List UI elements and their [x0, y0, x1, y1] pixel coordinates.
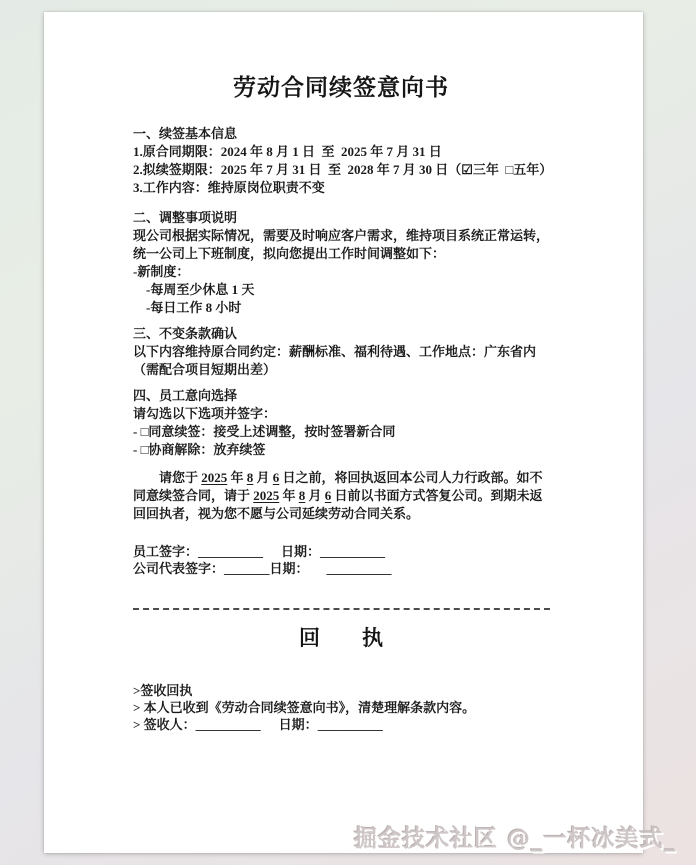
employee-date-label: 日期：	[281, 544, 321, 559]
document-page	[44, 12, 643, 853]
return-notice-paragraph	[133, 469, 549, 523]
choice-intro: 请勾选以下选项并签字：	[133, 406, 277, 421]
notice-date-year2: 2025	[253, 488, 280, 503]
receipt-title: 回 执	[299, 626, 383, 650]
notice-date-day: 6	[272, 470, 280, 485]
company-signature-row	[133, 560, 549, 577]
notice-text: 月	[305, 488, 325, 503]
option-agree-renewal: - □同意续签：接受上述调整，按时签署新合同	[133, 424, 396, 439]
company-signature-label: 公司代表签字：	[133, 561, 225, 576]
employee-signature-label: 员工签字：	[133, 544, 199, 559]
option-terminate: - □协商解除：放弃续签	[133, 442, 266, 457]
receipt-heading: >签收回执	[133, 683, 193, 698]
receipt-sign-label: > 签收人：	[133, 717, 196, 732]
signature-block	[133, 543, 549, 577]
section-adjustments	[133, 209, 549, 317]
notice-date-year: 2025	[201, 470, 228, 485]
receipt-block	[133, 682, 549, 733]
employee-date-blank: __________	[320, 544, 386, 559]
renewal-term-line: 2.拟续签期限：2025 年 7 月 31 日 至 2028 年 7 月 30 日（☑三年 □五年）	[133, 162, 553, 177]
receipt-date-label: 日期：	[278, 717, 318, 732]
notice-text: 年	[279, 488, 299, 503]
adjustment-paragraph: 现公司根据实际情况，需要及时响应客户需求，维持项目系统正常运转，统一公司上下班制度，拟向您提出工作时间调整如下：	[133, 228, 550, 261]
employee-signature-row	[133, 543, 549, 560]
receipt-acknowledgement: > 本人已收到《劳动合同续签意向书》，清楚理解条款内容。	[133, 700, 476, 715]
original-contract-term-line: 1.原合同期限：2024 年 8 月 1 日 至 2025 年 7 月 31 日	[133, 144, 442, 159]
receipt-date-blank: __________	[317, 717, 383, 732]
unchanged-terms-paragraph: 以下内容维持原合同约定：薪酬标准、福利待遇、工作地点：广东省内（需配合项目短期出差）	[133, 344, 537, 377]
policy-work-hours: -每日工作 8 小时	[146, 300, 242, 315]
notice-date-month: 8	[246, 470, 254, 485]
document-content	[133, 12, 553, 733]
receipt-sign-row	[133, 716, 549, 733]
notice-text: 请您于	[159, 470, 202, 485]
section3-heading: 三、不变条款确认	[133, 326, 238, 341]
employee-signature-blank: __________	[198, 544, 264, 559]
tear-off-dashed-line	[133, 608, 550, 610]
work-content-line: 3.工作内容：维持原岗位职责不变	[133, 180, 325, 195]
policy-rest-days: -每周至少休息 1 天	[146, 282, 255, 297]
new-policy-label: -新制度：	[133, 264, 190, 279]
notice-text: 月	[253, 470, 273, 485]
notice-date-day2: 6	[324, 488, 332, 503]
notice-date-month2: 8	[298, 488, 306, 503]
community-watermark: 掘金技术社区 @_一杯冰美式_	[353, 826, 676, 852]
document-title: 劳动合同续签意向书	[233, 75, 449, 101]
section-employee-choice	[133, 387, 549, 459]
notice-text: 日之前，将回执返回本公司人力行政部。如不同意续签合同，请于	[133, 470, 543, 503]
section1-heading: 一、续签基本信息	[133, 126, 238, 141]
company-date-label: 日期：	[269, 561, 309, 576]
section4-heading: 四、员工意向选择	[133, 388, 238, 403]
section-basic-info	[133, 125, 553, 197]
section-unchanged-terms	[133, 325, 549, 379]
company-date-blank: __________	[326, 561, 392, 576]
company-signature-blank: _______	[224, 561, 270, 576]
section2-heading: 二、调整事项说明	[133, 210, 238, 225]
receipt-sign-blank: __________	[195, 717, 261, 732]
notice-text: 年	[227, 470, 247, 485]
notice-text: 日前以书面方式答复公司。到期未返回回执者，视为您不愿与公司延续劳动合同关系。	[133, 488, 543, 521]
